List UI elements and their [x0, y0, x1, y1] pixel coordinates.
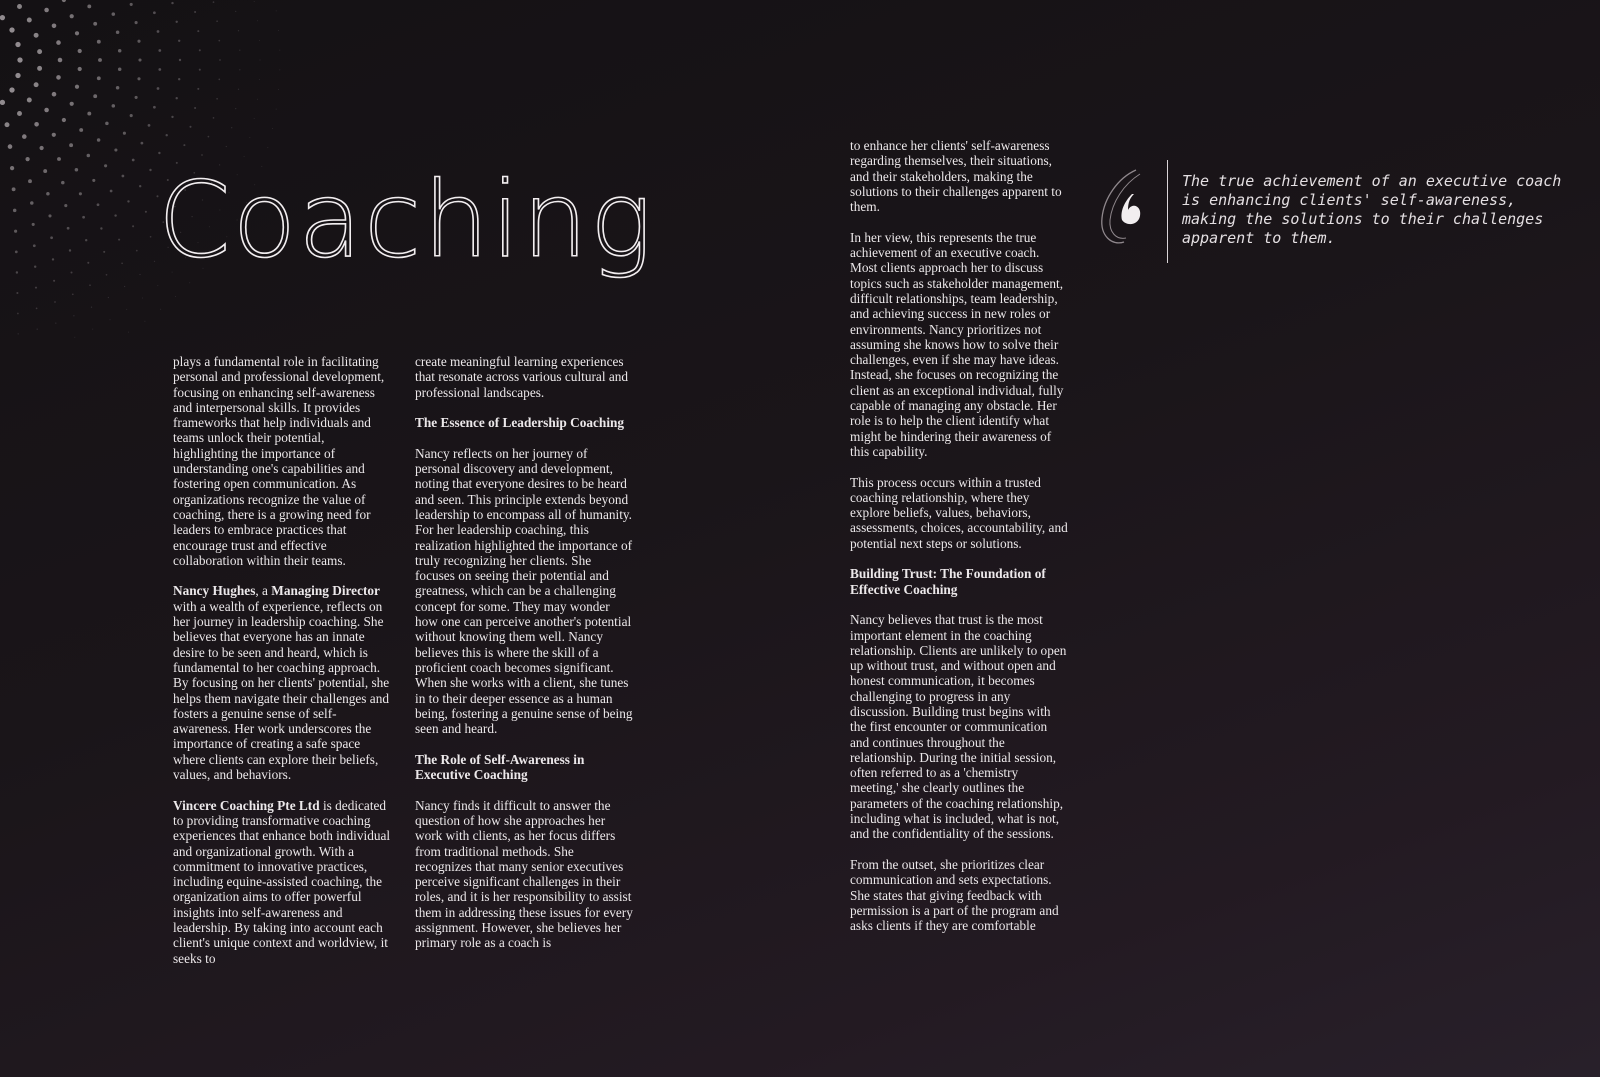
pattern-dot — [17, 57, 22, 62]
pattern-dot — [62, 118, 66, 122]
pattern-dot — [61, 181, 65, 185]
pattern-dot — [154, 261, 155, 262]
pattern-dot — [110, 190, 113, 193]
pattern-dot — [238, 30, 239, 31]
pattern-dot — [199, 49, 201, 51]
pattern-dot — [116, 30, 120, 34]
pattern-dot — [14, 230, 17, 233]
pattern-dot — [157, 87, 160, 90]
pattern-dot — [106, 274, 108, 276]
pattern-dot — [272, 128, 273, 129]
pattern-dot — [73, 315, 74, 316]
section-heading: The Essence of Leadership Coaching — [415, 415, 625, 431]
pattern-dot — [201, 154, 203, 156]
pattern-dot — [67, 227, 70, 230]
article-column-3 — [850, 138, 1068, 949]
pattern-dot — [69, 249, 71, 251]
pattern-dot — [158, 49, 161, 52]
pattern-dot — [46, 192, 50, 196]
pattern-dot — [33, 244, 36, 247]
pattern-dot — [39, 146, 43, 150]
pattern-dot — [178, 40, 180, 42]
pattern-dot — [0, 15, 5, 20]
pattern-dot — [194, 11, 196, 13]
pattern-dot — [108, 297, 109, 298]
pattern-dot — [110, 319, 111, 320]
pattern-dot — [34, 82, 39, 87]
pattern-dot — [254, 118, 255, 119]
pattern-dot — [136, 250, 138, 252]
pattern-dot — [189, 126, 191, 128]
pattern-dot — [87, 154, 91, 158]
pattern-dot — [25, 157, 29, 161]
pattern-dot — [75, 85, 79, 89]
pattern-dot — [176, 97, 178, 99]
pattern-dot — [118, 239, 120, 241]
pattern-dot — [160, 309, 161, 310]
pattern-dot — [17, 313, 19, 315]
pattern-dot — [114, 214, 116, 216]
pattern-dot — [137, 40, 140, 43]
pattern-dot — [32, 223, 35, 226]
pattern-dot — [130, 114, 133, 117]
pattern-dot — [44, 8, 49, 13]
pattern-dot — [75, 168, 79, 172]
company-text: is dedicated to providing transformative coaching experiences that enhance both individual and organizational growth. With a commitment to innovative practices, including equine-assisted coaching, the organization aims to offer powerful insights into self-awareness and leadership. By taking into account each client's unique context and worldview, it seeks to — [173, 797, 391, 966]
pattern-dot — [244, 156, 245, 157]
body-paragraph: Nancy finds it difficult to answer the question of how she approaches her work with clients, as her focus differs from traditional methods. She recognizes that many senior executives perceive significant challenges in their roles, and it is her responsibility to assist them in addressing these issues for every assignment. However, she believes her primary role as a coach is — [415, 797, 633, 951]
pattern-dot — [226, 146, 227, 147]
pattern-dot — [114, 148, 117, 151]
pattern-dot — [105, 122, 109, 126]
pattern-dot — [70, 102, 74, 106]
pattern-dot — [93, 22, 97, 26]
pattern-dot — [85, 239, 87, 241]
pattern-dot — [260, 60, 261, 61]
pattern-dot — [100, 227, 102, 229]
pattern-dot — [124, 286, 125, 287]
pattern-dot — [44, 108, 49, 113]
pattern-dot — [98, 58, 102, 62]
pattern-dot — [197, 88, 199, 90]
pattern-dot — [8, 144, 13, 149]
profile-text: with a wealth of experience, reflects on her journey in leadership coaching. She believes that everyone has an innate desire to be seen and heard, which is fundamental to her coaching approach. By focusing on her clients' potential, she helps them navigate their challenges and fosters a genuine sense of self-awareness. Her work underscores the importance of creating a safe space where clients can explore their beliefs, values, and behaviors. — [173, 598, 390, 783]
pattern-dot — [276, 109, 277, 110]
pattern-dot — [103, 251, 105, 253]
pattern-dot — [91, 307, 92, 308]
pattern-dot — [148, 124, 151, 127]
pattern-dot — [34, 122, 39, 127]
pattern-dot — [257, 99, 258, 100]
pattern-dot — [48, 214, 51, 217]
pattern-dot — [27, 98, 32, 103]
pattern-dot — [87, 112, 91, 116]
body-paragraph: From the outset, she prioritizes clear communication and sets expectations. She states that giving feedback with permission is a part of the program and asks clients if they are comfortable — [850, 856, 1059, 934]
pattern-dot — [219, 59, 221, 61]
pattern-dot — [69, 143, 73, 147]
pattern-dot — [78, 49, 82, 53]
pattern-dot — [15, 73, 20, 78]
pattern-dot — [16, 271, 18, 273]
pattern-dot — [130, 3, 133, 6]
pattern-dot — [239, 69, 240, 70]
pattern-dot — [238, 89, 239, 90]
pattern-dot — [112, 104, 116, 108]
person-name: Nancy Hughes — [173, 583, 256, 599]
pattern-dot — [128, 332, 129, 333]
pattern-dot — [179, 59, 181, 61]
pattern-dot — [17, 111, 22, 116]
pattern-dot — [13, 209, 17, 213]
pull-quote: The true achievement of an executive coach is enhancing clients' self-awareness, making the solutions to their challenges apparent to them. — [1182, 172, 1562, 247]
pattern-dot — [218, 79, 220, 81]
pattern-dot — [257, 20, 258, 21]
pattern-dot — [279, 50, 280, 51]
pattern-dot — [34, 266, 36, 268]
body-paragraph: This process occurs within a trusted coaching relationship, where they explore beliefs, values, behaviors, assessments, choices, accountability, and potential next steps or solutions. — [850, 474, 1068, 551]
pattern-dot — [37, 49, 42, 54]
pattern-dot — [30, 201, 34, 205]
pattern-dot — [278, 30, 279, 31]
pattern-dot — [79, 128, 83, 132]
pattern-dot — [97, 138, 101, 142]
pattern-dot — [122, 175, 125, 178]
body-paragraph: to enhance her clients' self-awareness regarding themselves, their situations, and their stakeholders, making the solutions to their challenges apparent to them. — [850, 138, 1062, 215]
pattern-dot — [199, 69, 201, 71]
pattern-dot — [53, 280, 55, 282]
pattern-dot — [52, 133, 56, 137]
intro-paragraph: plays a fundamental role in facilitating personal and professional development, focusing on enhancing self-awareness and interpersonal skills. It provides frameworks that help individuals and teams unlock their potential, highlighting the importance of understanding one's capabilities and fostering open communication. As organizations recognize the value of coaching, there is a growing need for leaders to embrace practices that encourage trust and effective collaboration within their teams. — [173, 354, 385, 568]
pattern-dot — [82, 216, 85, 219]
pattern-dot — [259, 40, 260, 41]
pattern-dot — [56, 40, 61, 45]
pattern-dot — [12, 187, 16, 191]
pattern-dot — [116, 86, 120, 90]
pattern-dot — [171, 2, 173, 4]
section-heading: The Role of Self-Awareness in Executive Coaching — [415, 751, 585, 783]
pattern-dot — [123, 132, 126, 135]
pattern-dot — [112, 12, 116, 16]
pattern-dot — [132, 225, 134, 227]
pattern-dot — [157, 285, 158, 286]
pattern-dot — [175, 296, 176, 297]
pattern-dot — [135, 21, 138, 24]
pattern-dot — [72, 293, 74, 295]
pattern-dot — [62, 0, 66, 2]
pattern-dot — [231, 127, 232, 128]
pattern-dot — [52, 24, 57, 29]
pattern-dot — [87, 4, 91, 8]
pattern-dot — [0, 100, 5, 105]
pattern-dot — [267, 147, 268, 148]
pattern-dot — [97, 203, 100, 206]
pattern-dot — [139, 274, 140, 275]
body-paragraph: create meaningful learning experiences that resonate across various cultural and professional landscapes. — [415, 354, 629, 400]
pattern-dot — [213, 1, 215, 3]
pattern-dot — [16, 292, 18, 294]
pattern-dot — [89, 284, 91, 286]
pattern-dot — [139, 185, 141, 187]
pattern-dot — [70, 14, 74, 18]
article-column-2 — [415, 354, 633, 966]
pattern-dot — [278, 89, 279, 90]
quote-divider — [1167, 160, 1168, 263]
pattern-dot — [118, 49, 122, 53]
body-paragraph: Nancy reflects on her journey of personal discovery and development, noting that everyone desires to be heard and seen. This principle extends beyond leadership to encompass all of humanity. For her leadership coaching, this realization highlighted the importance of truly recognizing her clients. She focuses on seeing their potential and greatness, which can be a challenging concept for some. They may wonder how one can perceive another's potential without knowing them well. Nancy believes this is where the skill of a proficient coach becomes significant. When she works with a client, she tunes in to their deeper essence as a human being, fostering a genuine sense of being seen and heard. — [415, 445, 633, 737]
pattern-dot — [74, 337, 75, 338]
pattern-dot — [189, 282, 190, 283]
pattern-dot — [171, 116, 173, 118]
pattern-dot — [208, 136, 210, 138]
pattern-dot — [127, 200, 129, 202]
person-role: Managing Director — [271, 583, 380, 599]
pattern-dot — [22, 134, 27, 139]
pattern-dot — [178, 78, 180, 80]
pattern-dot — [216, 20, 218, 22]
pattern-dot — [137, 77, 140, 80]
pattern-dot — [27, 18, 32, 23]
pattern-dot — [141, 142, 144, 145]
pattern-dot — [235, 108, 236, 109]
body-paragraph: Nancy believes that trust is the most important element in the coaching relationship. Clients are unlikely to open up without trust, and without open and honest communication, it becomes challenging to progress in any discussion. Building trust begins with the first encounter or communication and continues throughout the relationship. During the initial session, often referred to as a 'chemistry meeting,' she clearly outlines the parameters of the coaching relationship, including what is included, what is not, and the confidentiality of the sessions. — [850, 612, 1067, 842]
pattern-dot — [218, 40, 220, 42]
pattern-dot — [176, 21, 178, 23]
pattern-dot — [118, 68, 122, 72]
pattern-dot — [158, 152, 160, 154]
pattern-dot — [9, 27, 14, 32]
pattern-dot — [87, 262, 89, 264]
pattern-dot — [35, 287, 37, 289]
pattern-dot — [43, 169, 47, 173]
pattern-dot — [58, 58, 63, 63]
pattern-dot — [92, 329, 93, 330]
pattern-dot — [79, 192, 82, 195]
pattern-dot — [75, 31, 79, 35]
pattern-dot — [132, 159, 135, 162]
pattern-dot — [239, 50, 240, 51]
article-column-1 — [173, 354, 391, 981]
page-title: Coaching — [158, 159, 655, 281]
pattern-dot — [104, 164, 107, 167]
pattern-dot — [36, 308, 38, 310]
pattern-dot — [56, 75, 61, 80]
pattern-dot — [5, 122, 10, 127]
pattern-dot — [121, 262, 123, 264]
company-paragraph — [173, 798, 391, 966]
pattern-dot — [15, 251, 18, 254]
pattern-dot — [235, 11, 236, 12]
pattern-dot — [54, 301, 56, 303]
pattern-dot — [135, 96, 138, 99]
pattern-dot — [15, 42, 20, 47]
pattern-dot — [144, 321, 145, 322]
section-heading: Building Trust: The Foundation of Effective Coaching — [850, 566, 1046, 597]
body-paragraph: In her view, this represents the true achievement of an executive coach. Most clients approach her to discuss topics such as stakeholder management, difficult relationships, team leadership, and achieving success in new roles or environments. Nancy prioritizes not assuming she knows how to solve their challenges, even if she may have ideas. Instead, she focuses on recognizing the client as an exceptional individual, fully capable of managing any obstacle. Her role is to help the client identify what might be hindering their awareness of this capability. — [850, 229, 1064, 459]
pattern-dot — [158, 68, 161, 71]
pattern-dot — [213, 117, 215, 119]
pattern-dot — [52, 92, 57, 97]
pattern-dot — [153, 11, 156, 14]
opening-quote-mark-icon — [1096, 154, 1156, 254]
pattern-dot — [259, 79, 260, 80]
pattern-dot — [183, 144, 185, 146]
pattern-dot — [18, 333, 19, 334]
pattern-dot — [126, 309, 127, 310]
pattern-dot — [64, 204, 67, 207]
pattern-dot — [17, 4, 22, 9]
pattern-dot — [70, 271, 72, 273]
pattern-dot — [50, 236, 53, 239]
pattern-dot — [34, 33, 39, 38]
pattern-dot — [149, 169, 151, 171]
pattern-dot — [276, 10, 277, 11]
company-name: Vincere Coaching Pte Ltd — [173, 797, 320, 813]
pattern-dot — [138, 58, 141, 61]
pattern-dot — [145, 211, 147, 213]
pattern-dot — [92, 179, 95, 182]
pattern-dot — [166, 134, 168, 136]
pattern-dot — [9, 87, 14, 92]
pattern-dot — [57, 157, 61, 161]
pattern-dot — [37, 329, 38, 330]
pattern-dot — [37, 66, 42, 71]
pattern-dot — [97, 40, 101, 44]
pattern-dot — [10, 166, 14, 170]
pattern-dot — [150, 236, 152, 238]
pattern-dot — [216, 98, 218, 100]
pattern-dot — [142, 298, 143, 299]
pattern-dot — [249, 137, 250, 138]
pattern-dot — [93, 94, 97, 98]
pattern-dot — [153, 106, 156, 109]
pattern-dot — [194, 107, 196, 109]
profile-paragraph — [173, 583, 391, 782]
pattern-dot — [28, 179, 32, 183]
profile-sep: , a — [255, 583, 272, 599]
pattern-dot — [279, 69, 280, 70]
pattern-dot — [55, 322, 56, 323]
pattern-dot — [254, 1, 255, 2]
pattern-dot — [78, 67, 82, 71]
pattern-dot — [52, 258, 54, 260]
pattern-dot — [197, 30, 199, 32]
pattern-dot — [97, 76, 101, 80]
pattern-dot — [157, 30, 160, 33]
